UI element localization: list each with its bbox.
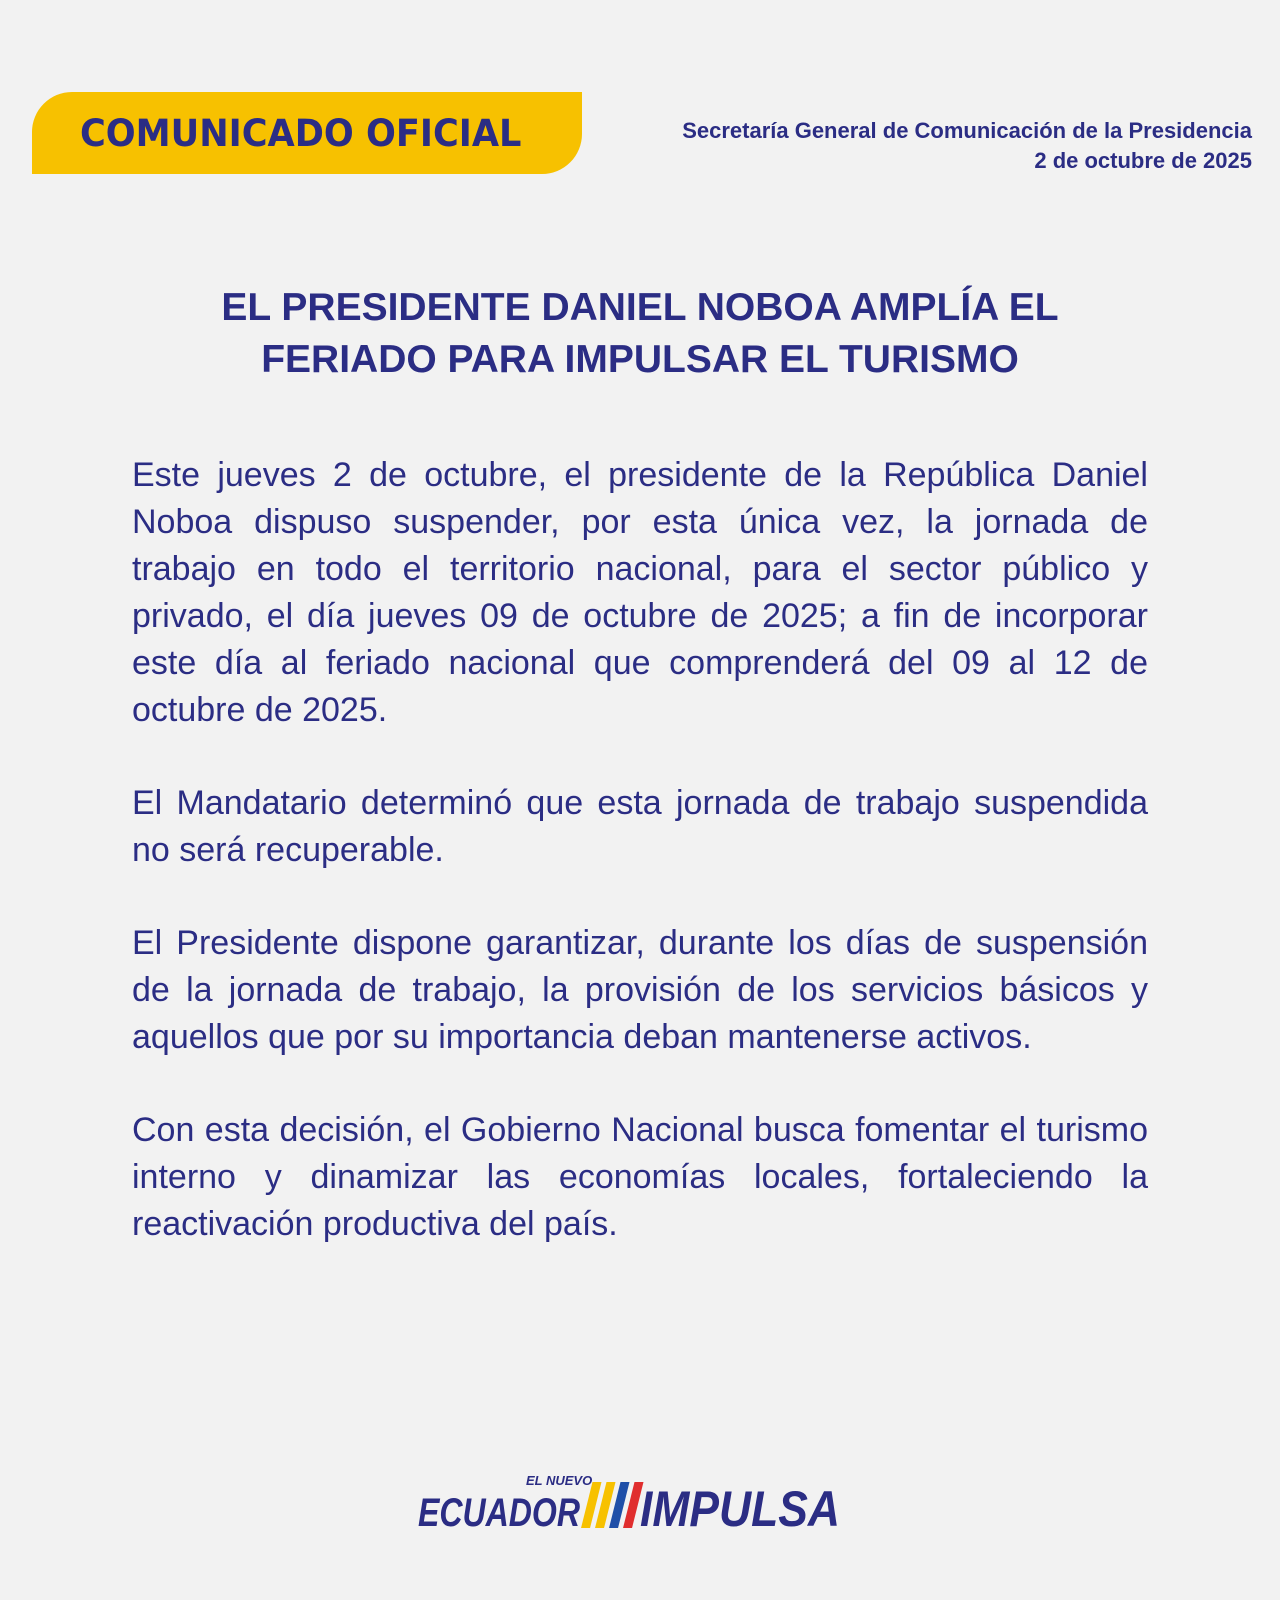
paragraph-3: El Presidente dispone garantizar, durante los días de suspensión de la jornada de trabajo, la provisión de los servicios básicos y aquellos que por su importancia deban mantenerse activos. [132,924,1148,1056]
paragraph-1: Este jueves 2 de octubre, el presidente de la República Daniel Noboa dispuso suspender, por esta única vez, la jornada de trabajo en todo el territorio nacional, para el sector público y privado, el día jueves 09 de octubre de 2025; a fin de incorporar este día al feriado nacional que comprenderá del 09 al 12 de octubre de 2025. [132,456,1148,729]
organization-name: Secretaría General de Comunicación de la Presidencia [682,118,1252,143]
paragraph-4: Con esta decisión, el Gobierno Nacional busca fomentar el turismo interno y dinamizar las economías locales, fortaleciendo la reactivación productiva del país. [132,1111,1148,1243]
headline-line-1: EL PRESIDENTE DANIEL NOBOA AMPLÍA EL [221,286,1059,329]
official-communique-badge [32,92,582,174]
logo-right-word: IMPULSA [640,1481,840,1537]
logo-small-text: EL NUEVO [526,1473,593,1488]
paragraph-2: El Mandatario determinó que esta jornada de trabajo suspendida no será recuperable. [132,784,1148,869]
badge-label: COMUNICADO OFICIAL [80,111,522,155]
flag-stripes-icon [581,1482,643,1528]
headline-line-2: FERIADO PARA IMPULSAR EL TURISMO [261,338,1019,381]
logo-left-word: ECUADOR [418,1491,581,1535]
el-nuevo-ecuador-impulsa-logo [418,1468,858,1540]
headline [100,282,1180,386]
communique-body [132,452,1148,1294]
header-meta [682,116,1252,176]
publication-date: 2 de octubre de 2025 [1034,148,1252,173]
